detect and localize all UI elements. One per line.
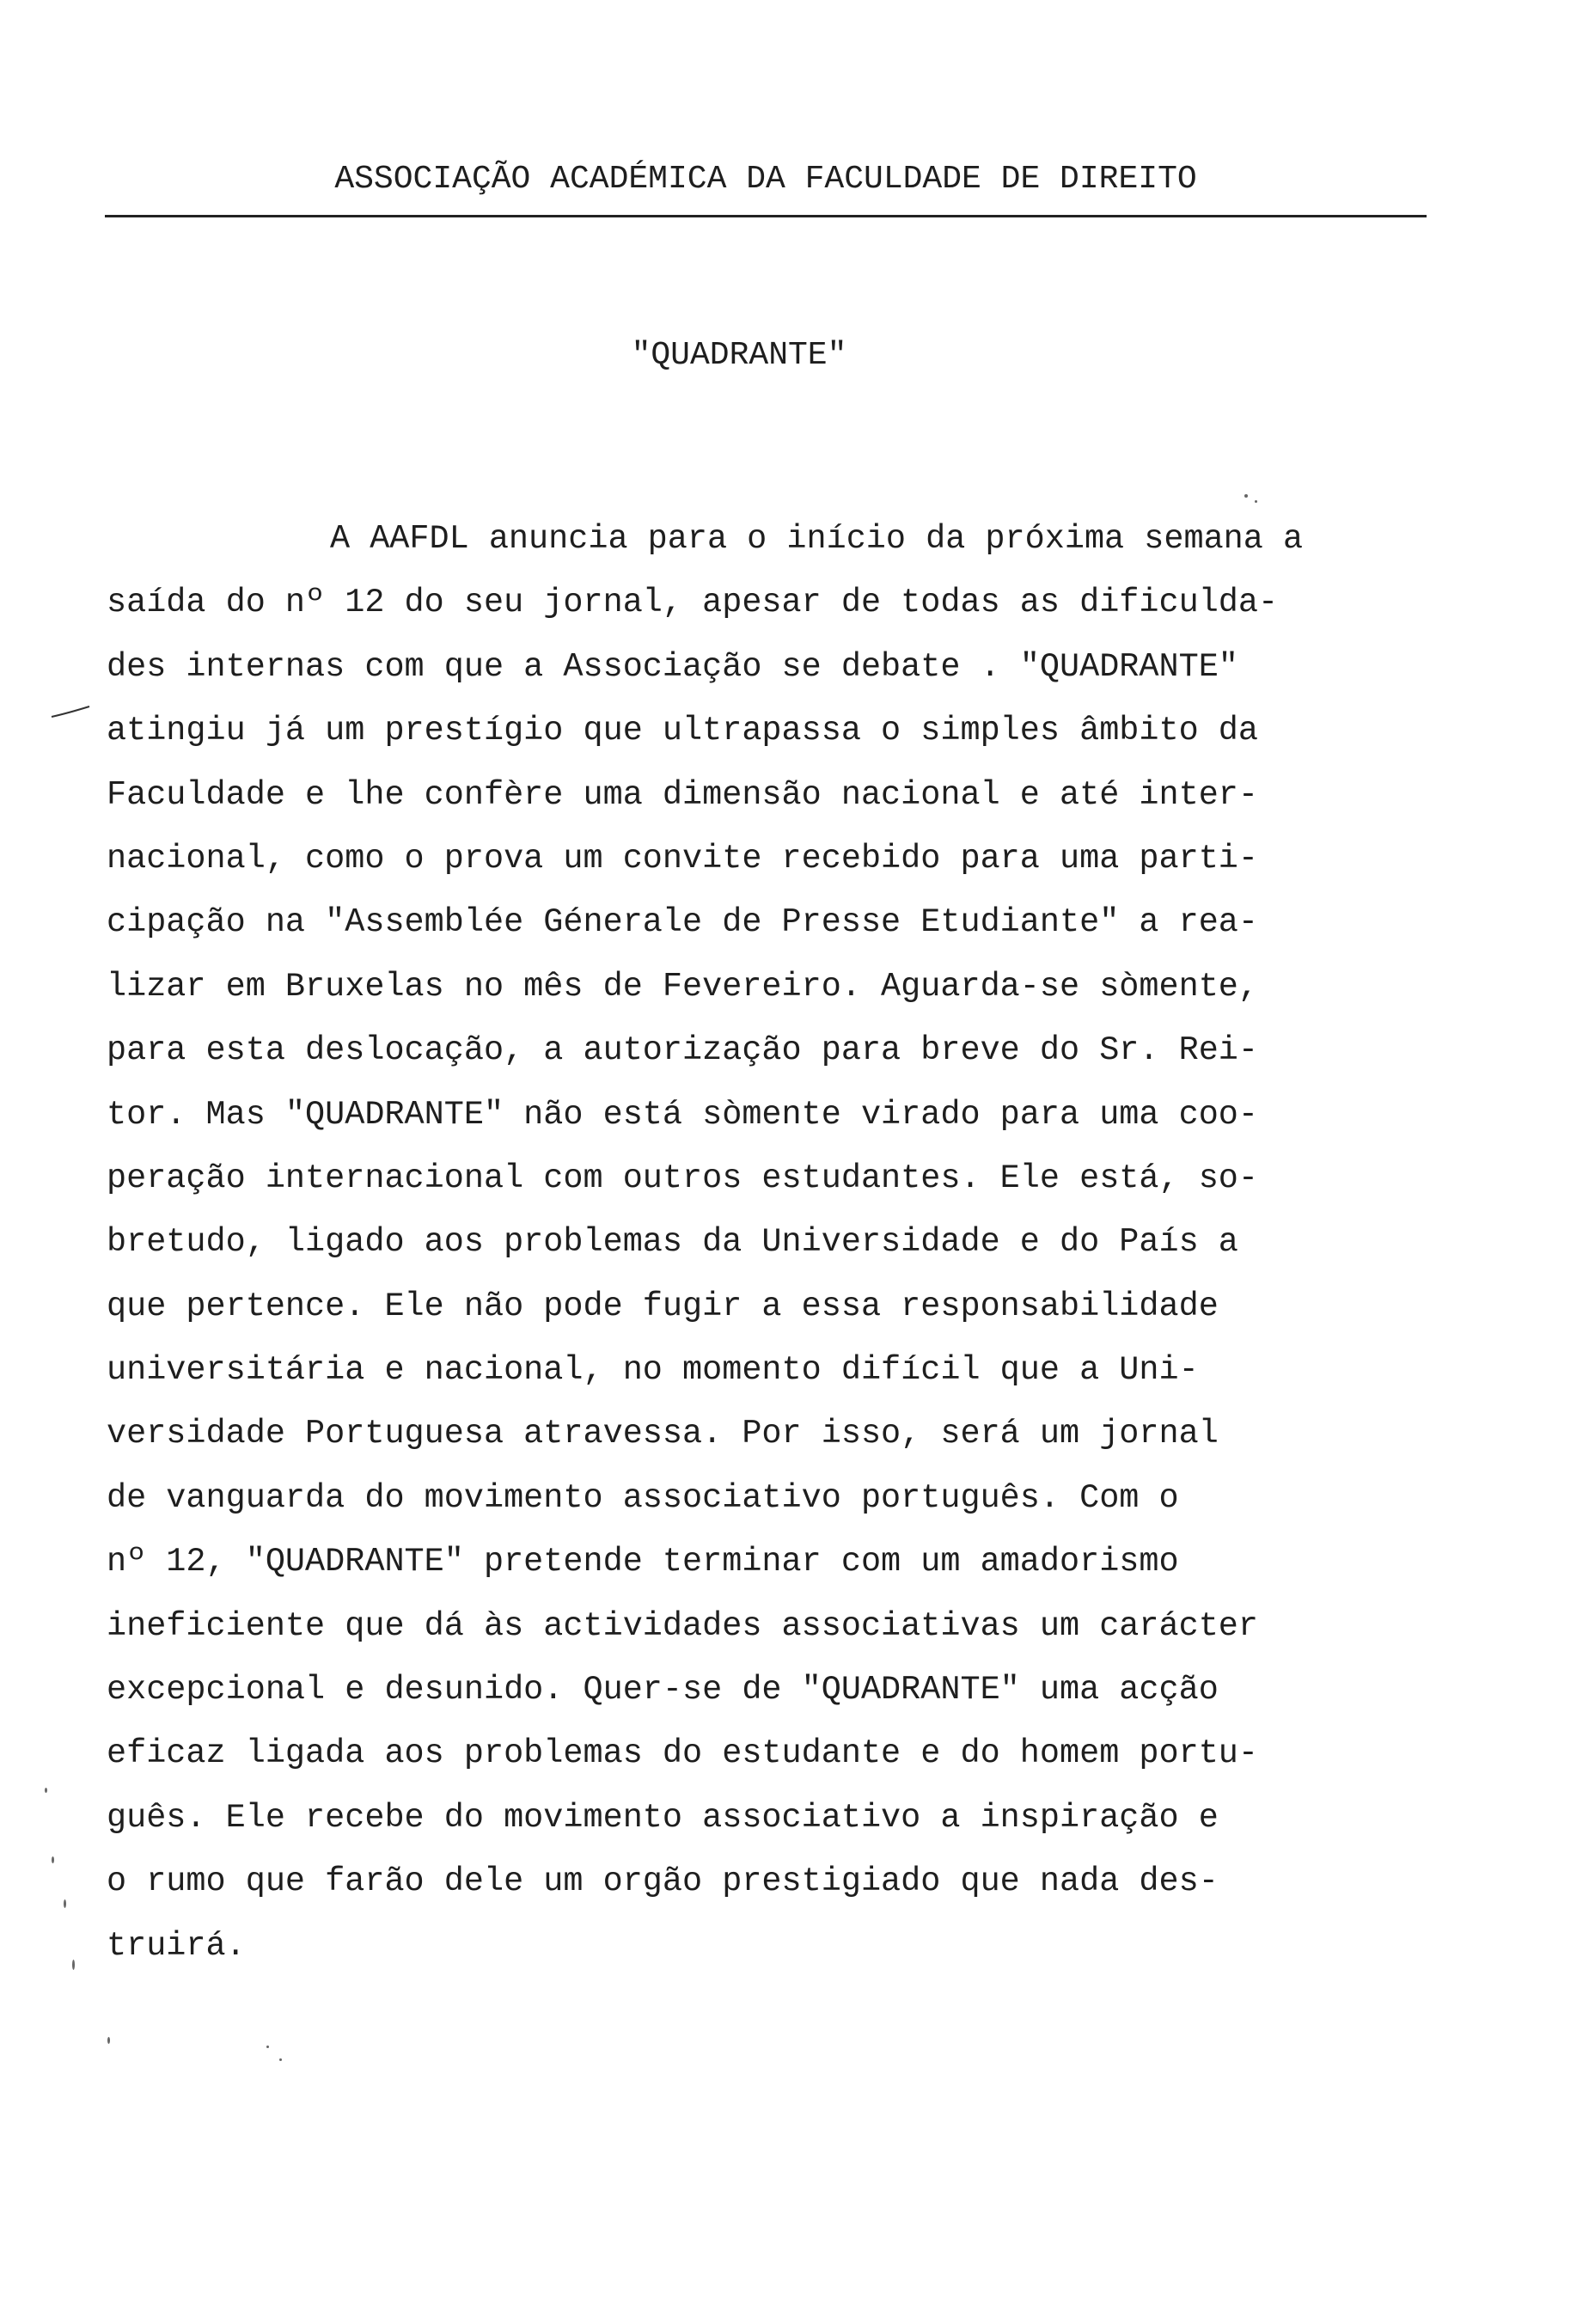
body-line: Faculdade e lhe confère uma dimensão nacional e até inter-	[107, 775, 1259, 814]
body-line: nacional, como o prova um convite recebido para uma parti-	[107, 839, 1259, 878]
body-line: bretudo, ligado aos problemas da Universidade e do País a	[107, 1223, 1238, 1262]
body-line: que pertence. Ele não pode fugir a essa responsabilidade	[107, 1287, 1219, 1325]
body-line: universitária e nacional, no momento difícil que a Uni-	[107, 1351, 1199, 1390]
body-line: truirá.	[107, 1926, 246, 1965]
body-line: o rumo que farão dele um orgão prestigiado que nada des-	[107, 1862, 1219, 1901]
paper-speck	[107, 2037, 110, 2044]
body-line: atingiu já um prestígio que ultrapassa o simples âmbito da	[107, 712, 1259, 750]
body-line: de vanguarda do movimento associativo português. Com o	[107, 1478, 1179, 1517]
paper-speck	[64, 1899, 66, 1908]
body-line: excepcional e desunido. Quer-se de "QUADRANTE" uma acção	[107, 1671, 1219, 1709]
body-line: tor. Mas "QUADRANTE" não está sòmente virado para uma coo-	[107, 1095, 1259, 1134]
header-underline	[105, 215, 1427, 217]
body-line: des internas com que a Associação se debate . "QUADRANTE"	[107, 647, 1238, 686]
body-line: A AAFDL anuncia para o início da próxima semana a	[330, 520, 1304, 558]
body-line: saída do nº 12 do seu jornal, apesar de todas as dificulda-	[107, 584, 1279, 622]
paper-speck	[52, 1856, 54, 1863]
paper-speck	[72, 1960, 75, 1970]
paper-speck	[1255, 500, 1257, 503]
margin-pencil-mark	[50, 705, 93, 720]
body-line: peração internacional com outros estudantes. Ele está, so-	[107, 1159, 1259, 1197]
body-line: versidade Portuguesa atravessa. Por isso, será um jornal	[107, 1415, 1219, 1453]
paper-speck	[1244, 494, 1248, 498]
paper-speck	[279, 2058, 282, 2061]
body-line: ineficiente que dá às actividades associativas um carácter	[107, 1606, 1259, 1645]
body-line: nº 12, "QUADRANTE" pretende terminar com um amadorismo	[107, 1543, 1179, 1581]
association-header: ASSOCIAÇÃO ACADÉMICA DA FACULDADE DE DIREITO	[334, 161, 1197, 198]
paper-speck	[266, 2046, 269, 2048]
body-line: eficaz ligada aos problemas do estudante e do homem portu-	[107, 1734, 1259, 1773]
document-title: "QUADRANTE"	[631, 337, 847, 374]
body-line: para esta deslocação, a autorização para breve do Sr. Rei-	[107, 1031, 1259, 1070]
body-line: guês. Ele recebe do movimento associativo a inspiração e	[107, 1798, 1219, 1837]
paper-speck	[45, 1788, 47, 1793]
body-line: lizar em Bruxelas no mês de Fevereiro. Aguarda-se sòmente,	[107, 967, 1259, 1006]
body-paragraph	[107, 507, 1447, 1978]
body-line: cipação na "Assemblée Génerale de Presse Etudiante" a rea-	[107, 903, 1259, 942]
